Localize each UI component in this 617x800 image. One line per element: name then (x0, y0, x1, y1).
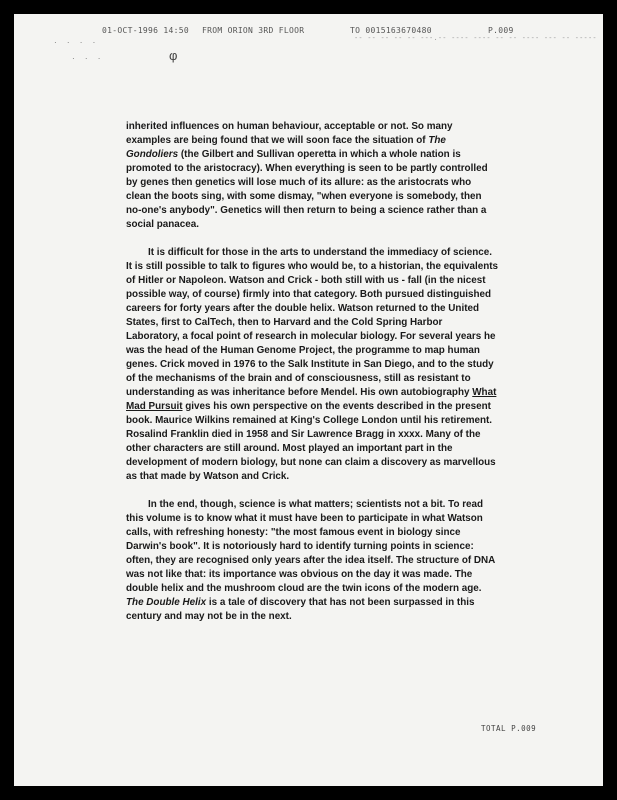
italic-title: The Double Helix (126, 597, 207, 608)
text-run: It is difficult for those in the arts to understand the immediacy of science. It is still possible to talk to figures who would be, to a historian, the equivalents of Hitler or Napoleon. Watson and Crick - both still with us - fall (in the nicest possible way, of course) firmly into that category. Both pursued distinguished careers for forty years after the double helix. Watson returned to the United States, first to CalTech, then to Harvard and the Cold Spring Harbor Laboratory, a focal point of research in molecular biology. For several years he was the head of the Human Genome Project, the programme to map human genes. Crick moved in 1976 to the Salk Institute in San Diego, and to the study of the mechanisms of the brain and of consciousness, still as resistant to understanding as was inheritance before Mendel. His own autobiography (126, 247, 499, 398)
italic-title: The Gondoliers (126, 135, 446, 160)
text-run: (the Gilbert and Sullivan operetta in which a whole nation is promoted to the aristocracy). When everything is seen to be partly controlled by genes then genetics will lose much of its allure: as the aristocrats who clean the boots sing, with some dismay, "when everyone is somebody, then no-one's anybody". Genetics will then return to being a science rather than a social panacea. (126, 149, 488, 230)
paragraph (126, 498, 498, 624)
underlined-title: What Mad Pursuit (126, 387, 497, 412)
fax-total-pages: TOTAL P.009 (481, 724, 537, 733)
fax-page-number: P.009 (488, 26, 514, 35)
text-run: In the end, though, science is what matters; scientists not a bit. To read this volume is to know what it must have been to participate in what Watson calls, with refreshing honesty: "the most famous event in biology since Darwin's book". It is notoriously hard to identify turning points in science: often, they are recognised only years after the idea itself. The structure of DNA was not like that: its importance was obvious on the day it was made. The double helix and the mushroom cloud are the twin icons of the modern age. (126, 499, 495, 594)
text-run: gives his own perspective on the events described in the present book. Maurice Wilkins remained at King's College London until his retirement. Rosalind Franklin died in 1958 and Sir Lawrence Bragg in xxxx. Many of the other characters are still around. Most played an important part in the development of modern biology, but none can claim a discovery as marvellous as that made by Watson and Crick. (126, 401, 496, 482)
text-run: is a tale of discovery that has not been surpassed in this century and may not be in the next. (126, 597, 475, 622)
paragraph (126, 246, 498, 484)
fax-from: FROM ORION 3RD FLOOR (202, 26, 305, 35)
text-run: inherited influences on human behaviour, acceptable or not. So many examples are being found that we will soon face the situation of (126, 121, 453, 146)
pen-mark-icon: φ (169, 48, 178, 63)
fax-faint-line: -- -- -- -- -- ---.-- ---- ---- -- -- ---- --- -- ----- (354, 34, 597, 42)
fax-page (14, 14, 603, 786)
fax-date-time: 01-OCT-1996 14:50 (102, 26, 189, 35)
letter-body (126, 120, 498, 638)
scan-speckle: · · · (72, 54, 105, 63)
fax-to: TO 0015163670480 (350, 26, 432, 35)
scan-speckle: · · · · (54, 38, 100, 47)
paragraph (126, 120, 498, 232)
